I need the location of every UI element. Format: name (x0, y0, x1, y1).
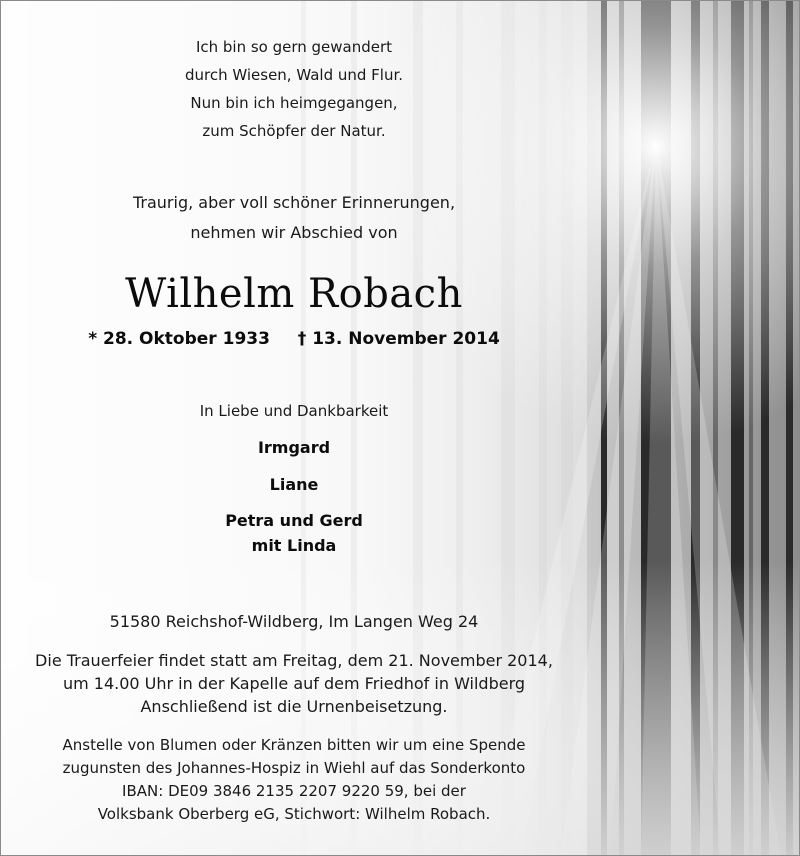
funeral-info-line: Anschließend ist die Urnenbeisetzung. (140, 697, 448, 716)
family-member: mit Linda (251, 536, 337, 555)
life-dates (1, 329, 587, 349)
donation-line: Volksbank Oberberg eG, Stichwort: Wilhelm Robach. (97, 805, 491, 823)
poem-line: zum Schöpfer der Natur. (202, 122, 386, 140)
address: 51580 Reichshof-Wildberg, Im Langen Weg 24 (109, 612, 479, 631)
birth-date: * 28. Oktober 1933 (88, 329, 270, 349)
intro-line: Traurig, aber voll schöner Erinnerungen, (132, 193, 456, 212)
intro-line: nehmen wir Abschied von (190, 223, 398, 242)
poem-line: Ich bin so gern gewandert (195, 38, 393, 56)
poem-line: Nun bin ich heimgegangen, (190, 94, 398, 112)
donation-line: zugunsten des Johannes-Hospiz in Wiehl auf das Sonderkonto (62, 759, 526, 777)
family-member: Petra und Gerd (225, 511, 363, 530)
donation-line: Anstelle von Blumen oder Kränzen bitten wir um eine Spende (62, 736, 526, 754)
funeral-info-line: Die Trauerfeier findet statt am Freitag, dem 21. November 2014, (35, 651, 553, 670)
family-member: Irmgard (257, 438, 331, 457)
poem-line: durch Wiesen, Wald und Flur. (184, 66, 404, 84)
death-date: † 13. November 2014 (297, 329, 500, 349)
funeral-info-line: um 14.00 Uhr in der Kapelle auf dem Friedhof in Wildberg (62, 674, 526, 693)
donation-line: IBAN: DE09 3846 2135 2207 9220 59, bei der (122, 782, 466, 800)
deceased-name: Wilhelm Robach (125, 271, 463, 317)
sign-off: In Liebe und Dankbarkeit (199, 402, 389, 420)
family-member: Liane (269, 475, 319, 494)
obituary-text (1, 1, 587, 855)
